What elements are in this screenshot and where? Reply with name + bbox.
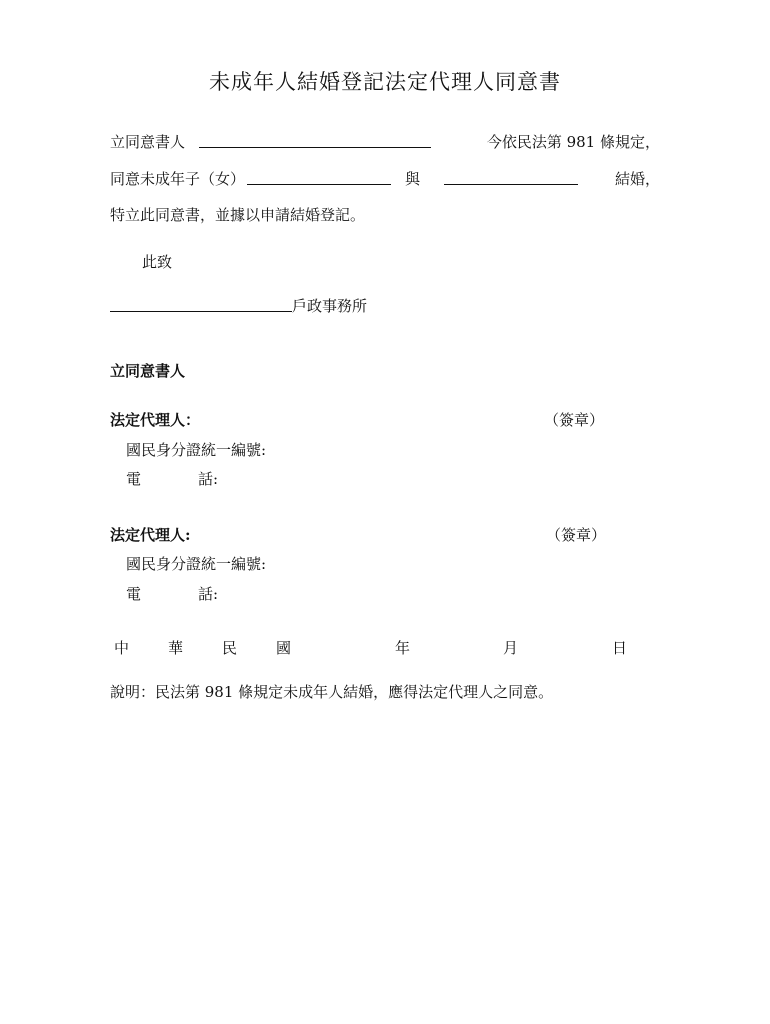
guardian-2-label: 法定代理人: bbox=[110, 526, 191, 544]
document-title: 未成年人結婚登記法定代理人同意書 bbox=[209, 70, 561, 94]
consenter-heading: 立同意書人 bbox=[110, 362, 186, 380]
consent-line-3: 特立此同意書，並據以申請結婚登記。 bbox=[110, 206, 366, 224]
consent-line-2 bbox=[110, 168, 660, 189]
date-month: 月 bbox=[503, 639, 519, 657]
office-suffix: 戶政事務所 bbox=[292, 297, 368, 315]
explanation-note: 說明：民法第 981 條規定未成年人結婚，應得法定代理人之同意。 bbox=[110, 683, 554, 701]
date-year: 年 bbox=[395, 639, 411, 657]
office-line bbox=[110, 295, 367, 316]
guardian-1-phone-label-2: 話: bbox=[198, 470, 219, 488]
legal-basis-text: 今依民法第 981 條規定， bbox=[486, 133, 660, 151]
guardian-1-label: 法定代理人： bbox=[110, 411, 201, 429]
consenter-name-blank[interactable] bbox=[199, 135, 431, 148]
minor-label: 同意未成年子（女） bbox=[110, 170, 246, 188]
date-char-guo: 國 bbox=[276, 639, 292, 657]
marry-text: 結婚， bbox=[614, 170, 660, 188]
guardian-2-phone-label-1: 電 bbox=[126, 585, 142, 603]
spouse-name-blank[interactable] bbox=[444, 172, 578, 185]
minor-name-blank[interactable] bbox=[247, 172, 391, 185]
consent-line-1 bbox=[110, 131, 660, 152]
date-char-hua: 華 bbox=[168, 639, 184, 657]
with-text: 與 bbox=[405, 170, 421, 188]
consenter-label: 立同意書人 bbox=[110, 133, 186, 151]
guardian-2-id-label: 國民身分證統一編號: bbox=[126, 555, 267, 573]
guardian-2-seal: （簽章） bbox=[546, 526, 607, 544]
guardian-2-phone-label-2: 話: bbox=[198, 585, 219, 603]
salutation: 此致 bbox=[142, 253, 173, 271]
date-char-min: 民 bbox=[222, 639, 238, 657]
guardian-1-phone-label-1: 電 bbox=[126, 470, 142, 488]
date-day: 日 bbox=[612, 639, 628, 657]
office-name-blank[interactable] bbox=[110, 299, 292, 312]
guardian-1-seal: （簽章） bbox=[544, 411, 605, 429]
date-char-zhong: 中 bbox=[114, 639, 130, 657]
guardian-1-id-label: 國民身分證統一編號: bbox=[126, 441, 267, 459]
